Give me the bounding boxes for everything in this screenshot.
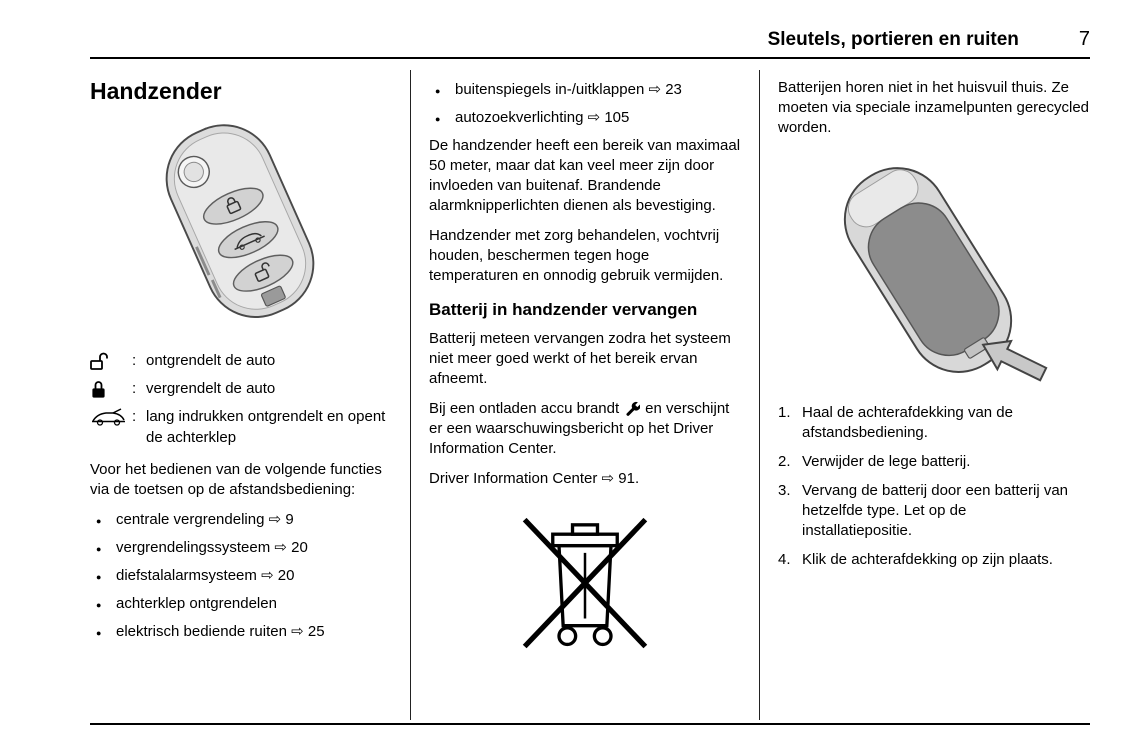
care-paragraph: Handzender met zorg behandelen, vochtvrij houden, beschermen tegen hoge temperaturen en onnodig gebruik vermijden.	[429, 227, 724, 284]
list-item-label: buitenspiegels in-/uitklappen	[455, 81, 645, 98]
list-item	[429, 80, 691, 100]
column-left	[90, 70, 410, 720]
battery-steps	[778, 403, 1090, 570]
list-item-label: elektrisch bediende ruiten	[116, 623, 287, 640]
list-item-label: diefstalalarmsysteem	[116, 567, 257, 584]
list-item-label: centrale vergrendeling	[116, 511, 265, 528]
page-reference: ⇨ 20	[261, 567, 295, 584]
columns	[90, 70, 1090, 720]
list-item	[90, 538, 345, 558]
legend-row-unlock	[90, 350, 396, 377]
list-item	[90, 622, 345, 642]
key-fob-back-image	[778, 154, 1090, 395]
step-item	[778, 452, 1078, 472]
warning-text-pre: Bij een ontladen accu brandt	[429, 400, 620, 417]
warning-text-post: en verschijnt er een waarschuwingsbericht op het Driver Information Center.	[429, 400, 730, 457]
warning-paragraph	[429, 399, 741, 459]
page-reference: ⇨ 105	[587, 109, 630, 126]
function-list-continued	[429, 80, 741, 128]
wrench-icon	[624, 400, 640, 416]
list-item	[90, 566, 345, 586]
closed-padlock-icon	[90, 378, 132, 405]
step-text: Verwijder de lege batterij.	[802, 453, 971, 470]
page-reference: ⇨ 23	[648, 81, 682, 98]
crossed-out-wheeled-bin-icon	[507, 503, 663, 659]
legend	[90, 350, 396, 448]
recycle-paragraph: Batterijen horen niet in het huisvuil thuis. Ze moeten via speciale inzamelpunten gerecycled worden.	[778, 79, 1090, 136]
step-number: 3.	[778, 482, 791, 499]
page-header	[90, 28, 1090, 51]
step-number: 4.	[778, 551, 791, 568]
legend-separator: :	[132, 380, 137, 397]
subsection-heading: Batterij in handzender vervangen	[429, 300, 698, 319]
footer-rule	[90, 723, 1090, 725]
page-title: Sleutels, portieren en ruiten	[767, 29, 1019, 50]
column-right	[759, 70, 1090, 720]
page-number: 7	[1078, 28, 1090, 50]
step-text: Vervang de batterij door een batterij van hetzelfde type. Let op de installatiepositie.	[802, 482, 1069, 539]
legend-text: lang indrukken ontgrendelt en opent de achterklep	[146, 408, 386, 446]
list-item-label: achterklep ontgrendelen	[116, 595, 277, 612]
page-reference: ⇨ 25	[291, 623, 325, 640]
car-tailgate-icon	[90, 406, 132, 448]
step-number: 2.	[778, 453, 791, 470]
legend-text: ontgrendelt de auto	[146, 352, 276, 369]
legend-text: vergrendelt de auto	[146, 380, 276, 397]
legend-row-lock	[90, 378, 396, 405]
step-text: Haal de achterafdekking van de afstandsbediening.	[802, 404, 1013, 441]
section-heading: Handzender	[90, 78, 222, 104]
step-text: Klik de achterafdekking op zijn plaats.	[802, 551, 1053, 568]
list-item	[429, 108, 691, 128]
page-reference: ⇨ 9	[268, 511, 294, 528]
list-item	[90, 510, 345, 530]
page-reference: ⇨ 20	[274, 539, 308, 556]
dic-reference: Driver Information Center ⇨ 91.	[429, 470, 640, 487]
step-item	[778, 481, 1078, 541]
list-item	[90, 594, 345, 614]
range-paragraph: De handzender heeft een bereik van maximaal 50 meter, maar dat kan veel meer zijn door invloeden van buitenaf. Brandende alarmknipperlichten dienen als bevestiging.	[429, 137, 741, 214]
step-item	[778, 403, 1078, 443]
open-padlock-icon	[90, 350, 132, 377]
header-rule	[90, 57, 1090, 59]
legend-separator: :	[132, 408, 137, 425]
step-item	[778, 550, 1078, 570]
step-number: 1.	[778, 404, 791, 421]
column-middle	[410, 70, 759, 720]
intro-paragraph: Voor het bedienen van de volgende functies via de toetsen op de afstandsbediening:	[90, 461, 382, 498]
legend-separator: :	[132, 352, 137, 369]
list-item-label: autozoekverlichting	[455, 109, 584, 126]
weee-symbol	[429, 503, 741, 659]
key-fob-front-image	[90, 113, 396, 342]
legend-row-tailgate	[90, 406, 396, 448]
list-item-label: vergrendelingssysteem	[116, 539, 271, 556]
key-fob-front-illustration	[90, 113, 390, 337]
battery-paragraph: Batterij meteen vervangen zodra het systeem niet meer goed werkt of het bereik ervan afneemt.	[429, 330, 731, 387]
function-list	[90, 510, 396, 642]
key-fob-back-illustration	[778, 154, 1078, 390]
